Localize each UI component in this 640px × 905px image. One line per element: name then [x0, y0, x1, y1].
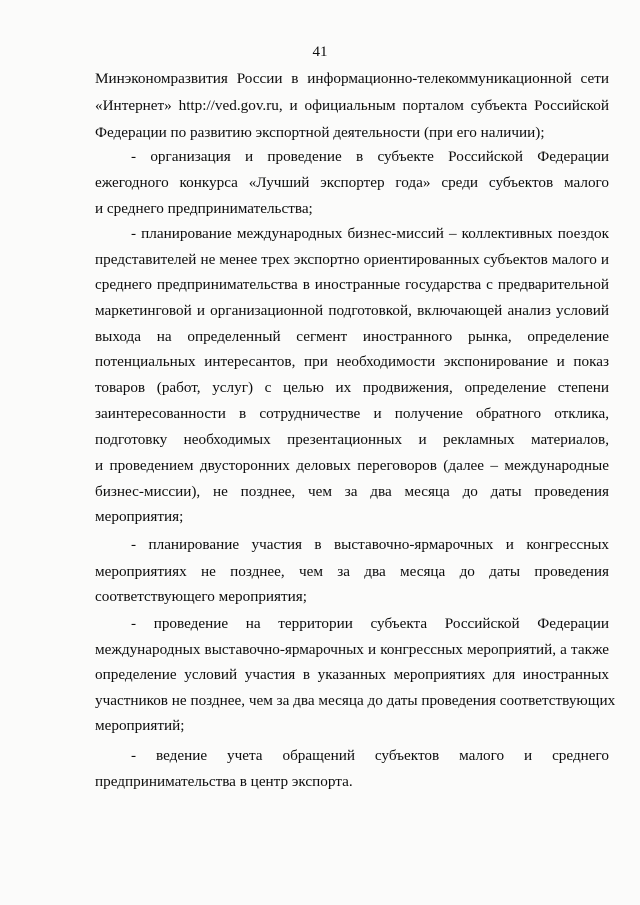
text-line: соответствующего мероприятия;: [95, 588, 308, 605]
text-line: Минэкономразвития России в информационно-телекоммуникационной сети: [95, 70, 609, 87]
text-line: подготовку необходимых презентационных и рекламных материалов,: [95, 431, 609, 448]
text-line: предпринимательства в центр экспорта.: [95, 773, 353, 790]
text-line: товаров (работ, услуг) с целью их продвижения, определение степени: [95, 379, 609, 396]
text-line: ежегодного конкурса «Лучший экспортер года» среди субъектов малого: [95, 174, 609, 191]
text-line: - планирование участия в выставочно-ярмарочных и конгрессных: [131, 536, 609, 553]
text-line: бизнес-миссии), не позднее, чем за два месяца до даты проведения: [95, 483, 609, 500]
text-line: «Интернет» http://ved.gov.ru, и официальным порталом субъекта Российской: [95, 97, 609, 114]
text-line: - проведение на территории субъекта Российской Федерации: [131, 615, 609, 632]
text-line: и проведением двусторонних деловых переговоров (далее – международные: [95, 457, 609, 474]
page-number: 41: [312, 44, 328, 60]
text-line: мероприятия;: [95, 508, 184, 525]
text-line: маркетинговой и организационной подготовкой, включающей анализ условий: [95, 302, 609, 319]
text-line: - ведение учета обращений субъектов малого и среднего: [131, 747, 609, 764]
text-line: и среднего предпринимательства;: [95, 200, 313, 217]
text-line: выхода на определенный сегмент иностранного рынка, определение: [95, 328, 609, 345]
text-line: мероприятий;: [95, 717, 185, 734]
text-line: мероприятиях не позднее, чем за два месяца до даты проведения: [95, 563, 609, 580]
text-line: международных выставочно-ярмарочных и конгрессных мероприятий, а также: [95, 641, 609, 658]
text-line: Федерации по развитию экспортной деятельности (при его наличии);: [95, 124, 545, 141]
text-line: - организация и проведение в субъекте Российской Федерации: [131, 148, 609, 165]
text-line: представителей не менее трех экспортно ориентированных субъектов малого и: [95, 251, 609, 268]
text-line: заинтересованности в сотрудничестве и получение обратного отклика,: [95, 405, 609, 422]
text-line: определение условий участия в указанных мероприятиях для иностранных: [95, 666, 609, 683]
text-line: среднего предпринимательства в иностранные государства с предварительной: [95, 276, 609, 293]
text-line: потенциальных интересантов, при необходимости экспонирование и показ: [95, 353, 609, 370]
text-line: - планирование международных бизнес-миссий – коллективных поездок: [131, 225, 609, 242]
text-line: участников не позднее, чем за два месяца до даты проведения соответствующих: [95, 692, 616, 709]
